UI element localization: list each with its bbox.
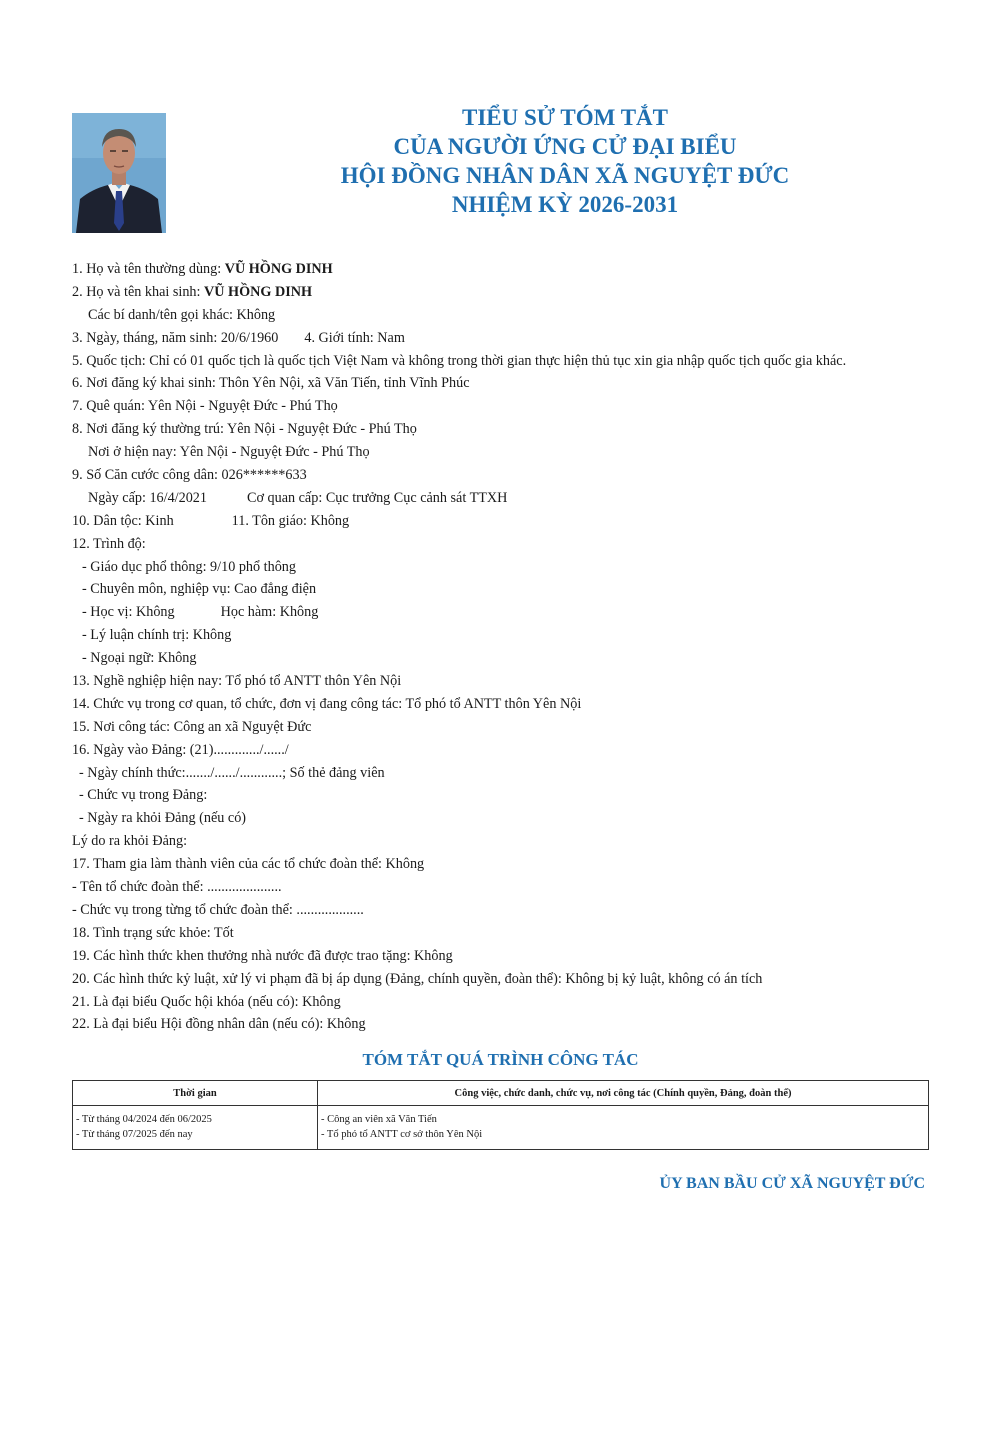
work-time-1: - Từ tháng 04/2024 đến 06/2025 bbox=[76, 1114, 212, 1125]
portrait-image bbox=[72, 113, 166, 233]
bio-foreign-language: - Ngoại ngữ: Không bbox=[82, 650, 197, 667]
table-header-row bbox=[73, 1081, 929, 1106]
work-history-table bbox=[72, 1080, 929, 1150]
bio-permanent-residence: 8. Nơi đăng ký thường trú: Yên Nội - Nguyệt Đức - Phú Thọ bbox=[72, 421, 417, 438]
bio-position: 14. Chức vụ trong cơ quan, tổ chức, đơn vị đang công tác: Tổ phó tổ ANTT thôn Yên Nội bbox=[72, 695, 582, 712]
work-description-cell bbox=[318, 1106, 929, 1150]
bio-hometown: 7. Quê quán: Yên Nội - Nguyệt Đức - Phú Thọ bbox=[72, 398, 338, 415]
bio-education-heading: 12. Trình độ: bbox=[72, 535, 146, 552]
bio-birth-registration: 6. Nơi đăng ký khai sinh: Thôn Yên Nội, xã Văn Tiến, tỉnh Vĩnh Phúc bbox=[72, 375, 470, 392]
bio-id-issue: Ngày cấp: 16/4/2021 Cơ quan cấp: Cục trưởng Cục cảnh sát TTXH bbox=[88, 489, 508, 506]
bio-common-name: 1. Họ và tên thường dùng: VŨ HỒNG DINH bbox=[72, 261, 333, 277]
election-committee-signature: ỦY BAN BẦU CỬ XÃ NGUYỆT ĐỨC bbox=[659, 1175, 925, 1192]
biography-section bbox=[72, 258, 932, 1036]
document-header bbox=[230, 103, 900, 219]
bio-workplace: 15. Nơi công tác: Công an xã Nguyệt Đức bbox=[72, 718, 312, 735]
bio-current-residence: Nơi ở hiện nay: Yên Nội - Nguyệt Đức - Phú Thọ bbox=[88, 444, 370, 461]
bio-birth-gender: 3. Ngày, tháng, năm sinh: 20/6/1960 4. Giới tính: Nam bbox=[72, 329, 405, 346]
bio-birth-name: 2. Họ và tên khai sinh: VŨ HỒNG DINH bbox=[72, 283, 313, 300]
bio-nationality: 5. Quốc tịch: Chỉ có 01 quốc tịch là quốc tịch Việt Nam và không trong thời gian thực hiện thủ tục xin gia nhập quốc tịch quốc gia khác. bbox=[72, 352, 847, 369]
header-title: TIỂU SỬ TÓM TẮT bbox=[462, 105, 668, 130]
bio-political-theory: - Lý luận chính trị: Không bbox=[82, 627, 232, 644]
candidate-photo bbox=[72, 113, 166, 233]
bio-awards: 19. Các hình thức khen thưởng nhà nước đã được trao tặng: Không bbox=[72, 947, 453, 964]
bio-organization-name: - Tên tổ chức đoàn thể: ..................... bbox=[72, 879, 282, 896]
bio-occupation: 13. Nghề nghiệp hiện nay: Tổ phó tổ ANTT thôn Yên Nội bbox=[72, 673, 402, 690]
column-header-time: Thời gian bbox=[73, 1081, 318, 1106]
column-header-description: Công việc, chức danh, chức vụ, nơi công tác (Chính quyền, Đảng, đoàn thể) bbox=[318, 1081, 929, 1106]
work-history-title: TÓM TẮT QUÁ TRÌNH CÔNG TÁC bbox=[362, 1050, 639, 1069]
bio-peoples-council: 22. Là đại biểu Hội đồng nhân dân (nếu có): Không bbox=[72, 1016, 366, 1033]
bio-party-leave-date: - Ngày ra khỏi Đảng (nếu có) bbox=[79, 810, 247, 827]
work-time-2: - Từ tháng 07/2025 đến nay bbox=[76, 1129, 193, 1140]
work-time-cell bbox=[73, 1106, 318, 1150]
bio-discipline: 20. Các hình thức kỷ luật, xử lý vi phạm đã bị áp dụng (Đảng, chính quyền, đoàn thể): Không bị kỷ luật, không có án tích bbox=[72, 970, 763, 987]
header-council: HỘI ĐỒNG NHÂN DÂN XÃ NGUYỆT ĐỨC bbox=[340, 163, 790, 188]
bio-ethnicity-religion: 10. Dân tộc: Kinh 11. Tôn giáo: Không bbox=[72, 512, 350, 529]
work-description-1: - Công an viên xã Văn Tiến bbox=[321, 1114, 437, 1125]
header-subtitle: CỦA NGƯỜI ỨNG CỬ ĐẠI BIỂU bbox=[393, 134, 737, 159]
bio-general-education: - Giáo dục phổ thông: 9/10 phổ thông bbox=[82, 558, 296, 575]
bio-health: 18. Tình trạng sức khỏe: Tốt bbox=[72, 924, 234, 941]
bio-degree: - Học vị: Không Học hàm: Không bbox=[82, 604, 319, 621]
candidate-name: VŨ HỒNG DINH bbox=[224, 261, 333, 277]
bio-national-assembly: 21. Là đại biểu Quốc hội khóa (nếu có): Không bbox=[72, 993, 341, 1010]
bio-profession: - Chuyên môn, nghiệp vụ: Cao đẳng điện bbox=[82, 581, 317, 598]
candidate-birth-name: VŨ HỒNG DINH bbox=[204, 283, 313, 300]
bio-party-leave-reason: Lý do ra khỏi Đảng: bbox=[72, 833, 188, 850]
bio-organization-position: - Chức vụ trong từng tổ chức đoàn thể: ................... bbox=[72, 901, 364, 918]
bio-party-official-date: - Ngày chính thức:......./....../............; Số thẻ đảng viên bbox=[79, 764, 385, 781]
work-description-2: - Tổ phó tổ ANTT cơ sở thôn Yên Nội bbox=[321, 1129, 483, 1140]
bio-party-join-date: 16. Ngày vào Đảng: (21)............./....../ bbox=[72, 741, 289, 758]
bio-aliases: Các bí danh/tên gọi khác: Không bbox=[88, 306, 276, 323]
table-row bbox=[73, 1106, 929, 1150]
bio-organizations: 17. Tham gia làm thành viên của các tổ chức đoàn thể: Không bbox=[72, 856, 425, 873]
bio-id-number: 9. Số Căn cước công dân: 026******633 bbox=[72, 467, 307, 484]
header-term: NHIỆM KỲ 2026-2031 bbox=[451, 192, 679, 217]
bio-party-position: - Chức vụ trong Đảng: bbox=[79, 787, 208, 804]
